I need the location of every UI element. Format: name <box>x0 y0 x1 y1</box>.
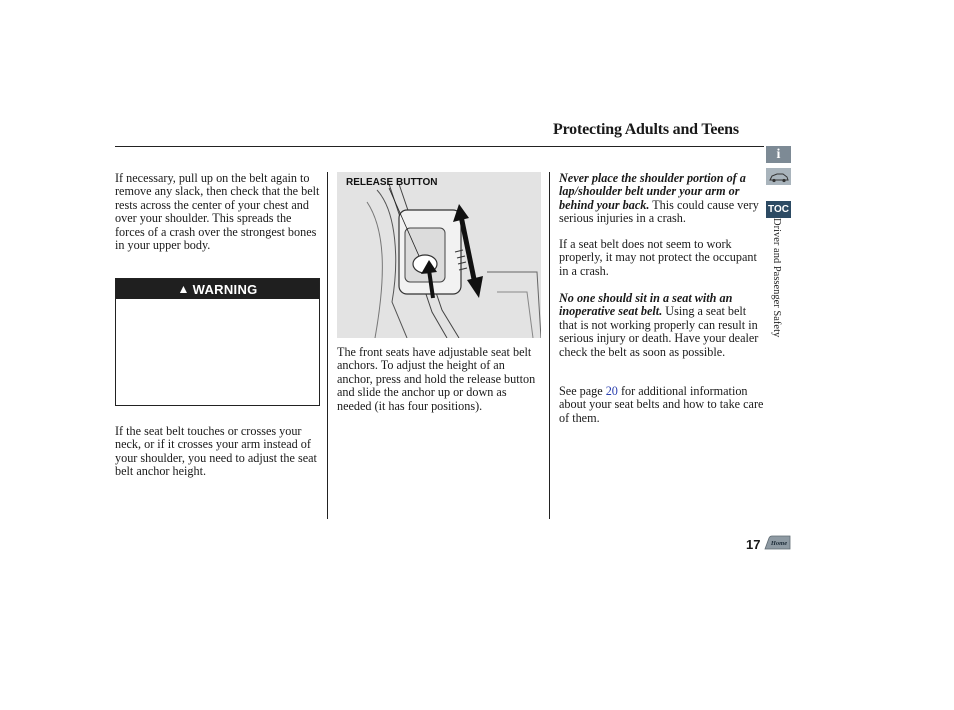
toc-button[interactable] <box>766 201 791 218</box>
toc-label: TOC <box>768 204 789 215</box>
page-20-link[interactable]: 20 <box>605 384 618 398</box>
right-paragraph-3-text: Using a seat belt that is not working properly can result in serious injury or death. Have your dealer check the belt as soon as possible. <box>559 304 759 359</box>
warning-box <box>115 278 320 406</box>
home-button[interactable] <box>764 535 791 550</box>
info-icon: i <box>776 146 781 162</box>
right-paragraph-1 <box>559 172 764 226</box>
left-paragraph-1: If necessary, pull up on the belt again to remove any slack, then check that the belt rests across the center of your chest and over your shoulder. This spreads the forces of a crash over the strongest bones in your upper body. <box>115 171 320 253</box>
see-page-prefix: See page <box>559 384 606 398</box>
column-divider-left <box>327 172 328 519</box>
warning-header <box>116 279 319 299</box>
right-paragraph-3-emphasis: No one should sit in a seat with an inoperative seat belt. <box>559 291 733 319</box>
page-title: Protecting Adults and Teens <box>553 121 739 138</box>
page-number: 17 <box>746 537 761 552</box>
release-button-figure <box>337 172 541 338</box>
header-rule <box>115 146 764 147</box>
home-label: Home <box>770 540 788 547</box>
right-paragraph-1-emphasis: Never place the shoulder portion of a lap/shoulder belt under your arm or behind your back. <box>559 171 746 212</box>
warning-triangle-icon: ▲ <box>177 282 190 296</box>
column-divider-right <box>549 172 550 519</box>
right-paragraph-4 <box>559 385 764 425</box>
right-paragraph-2: If a seat belt does not seem to work properly, it may not protect the occupant in a crash. <box>559 237 757 278</box>
middle-paragraph-1: The front seats have adjustable seat belt anchors. To adjust the height of an anchor, press and hold the release button and slide the anchor up or down as needed (it has four positions). <box>337 345 536 413</box>
seat-belt-anchor-illustration <box>337 172 541 338</box>
car-icon <box>768 171 790 183</box>
right-paragraph-1-text: This could cause very serious injuries in a crash. <box>559 197 759 226</box>
warning-label: WARNING <box>192 281 258 297</box>
see-page-suffix: for additional information about your seat belts and how to take care of them. <box>559 384 764 425</box>
info-button[interactable] <box>766 146 791 163</box>
home-icon <box>764 535 791 550</box>
right-paragraph-3 <box>559 292 764 359</box>
figure-label: RELEASE BUTTON <box>346 177 438 188</box>
section-label: Driver and Passenger Safety <box>771 218 782 338</box>
left-paragraph-2: If the seat belt touches or crosses your neck, or if it crosses your arm instead of your shoulder, you need to adjust the seat belt anchor height. <box>115 424 317 479</box>
vehicle-index-button[interactable] <box>766 168 791 185</box>
